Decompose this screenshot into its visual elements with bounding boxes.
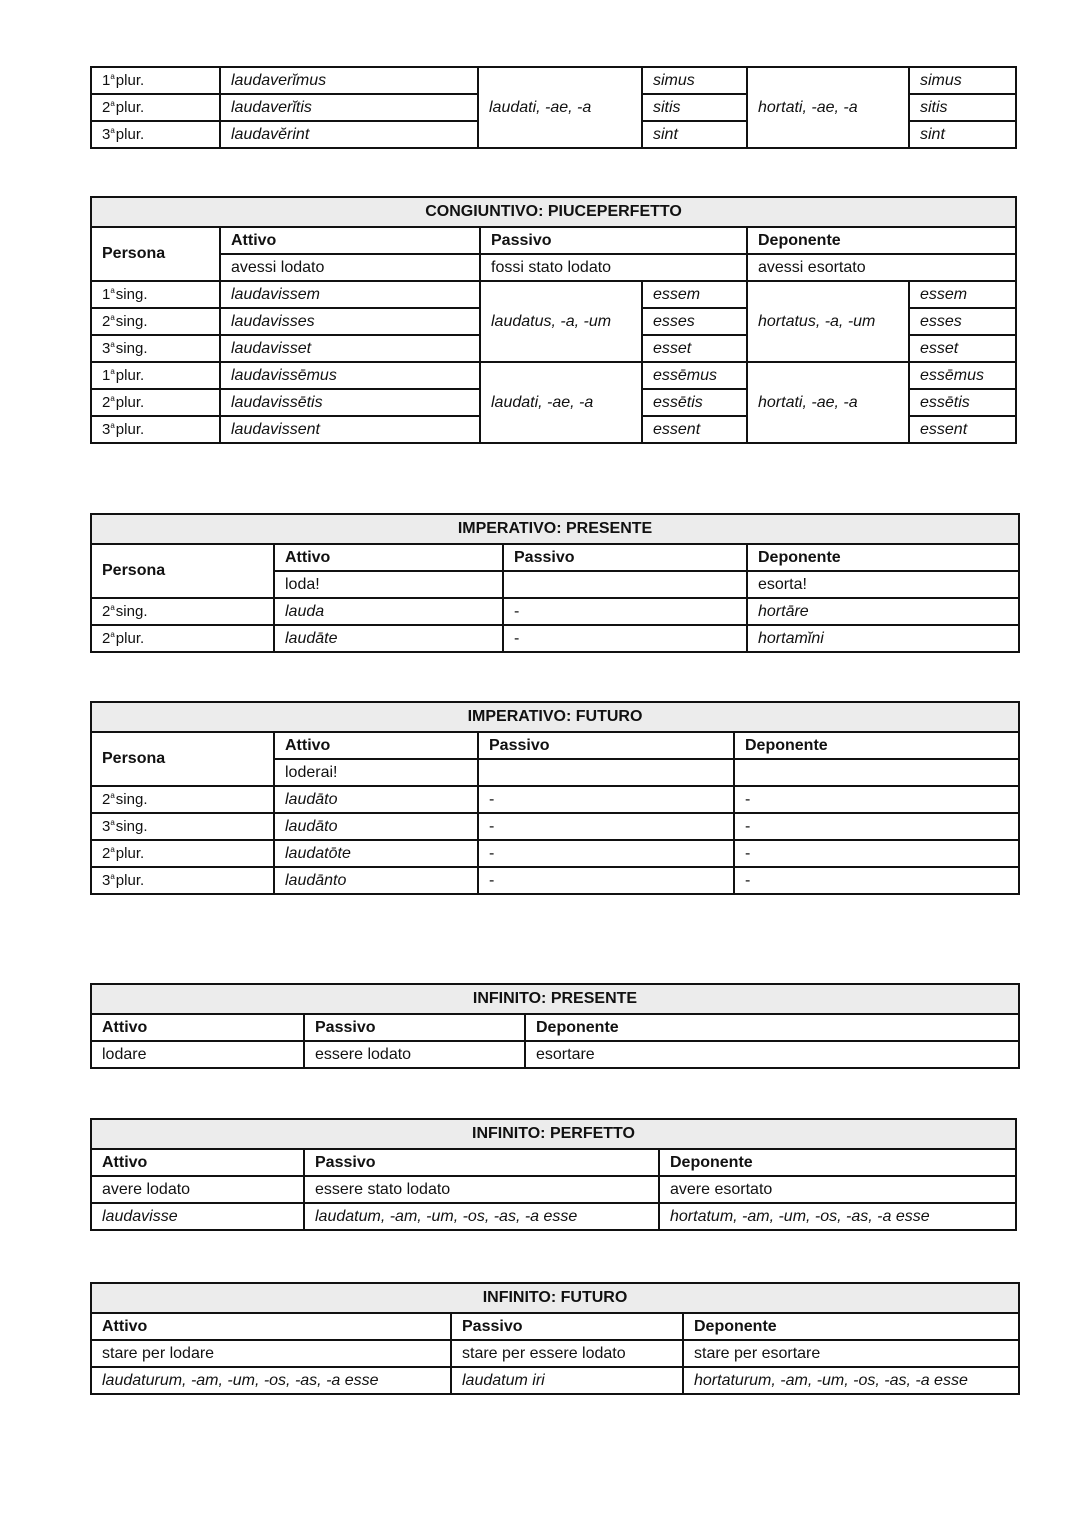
passivo-aux: simus: [642, 67, 747, 94]
attivo-form: laudavisses: [220, 308, 480, 335]
person-label: 3$^a$plur.: [91, 416, 220, 443]
deponente-translation: avessi esortato: [747, 254, 1016, 281]
passivo-form: -: [503, 598, 747, 625]
deponente-aux: esset: [909, 335, 1016, 362]
passivo-translation: fossi stato lodato: [480, 254, 747, 281]
imperativo-presente-table: [90, 513, 1020, 653]
deponente-translation: esorta!: [747, 571, 1019, 598]
persona-header: Persona: [91, 732, 274, 786]
attivo-form: laudānto: [274, 867, 478, 894]
imperativo-futuro-table: [90, 701, 1020, 895]
deponente-header: Deponente: [747, 227, 1016, 254]
passivo-form: -: [503, 625, 747, 652]
passivo-aux: essētis: [642, 389, 747, 416]
passivo-form: laudatum iri: [451, 1367, 683, 1394]
attivo-form: lodare: [91, 1041, 304, 1068]
deponente-header: Deponente: [525, 1014, 1019, 1041]
infinito-presente-table: [90, 983, 1020, 1069]
passivo-aux: essem: [642, 281, 747, 308]
infinito-perfetto-table: [90, 1118, 1017, 1231]
person-label: 1$^a$plur.: [91, 362, 220, 389]
deponente-aux: essētis: [909, 389, 1016, 416]
passivo-participle: laudati, -ae, -a: [480, 362, 642, 443]
deponente-form: hortāre: [747, 598, 1019, 625]
congiuntivo-piuccheperfetto-table: [90, 196, 1017, 444]
header-row: [91, 1313, 1019, 1340]
table-title: INFINITO: FUTURO: [91, 1283, 1019, 1313]
passivo-form: -: [478, 840, 734, 867]
person-label: 1$^a$plur.: [91, 67, 220, 94]
attivo-header: Attivo: [91, 1313, 451, 1340]
passivo-translation: essere stato lodato: [304, 1176, 659, 1203]
attivo-translation: loderai!: [274, 759, 478, 786]
passivo-aux: esset: [642, 335, 747, 362]
attivo-translation: avessi lodato: [220, 254, 480, 281]
persona-header: Persona: [91, 544, 274, 598]
person-label: 2$^a$sing.: [91, 308, 220, 335]
passivo-header: Passivo: [480, 227, 747, 254]
attivo-header: Attivo: [91, 1014, 304, 1041]
deponente-form: hortaturum, -am, -um, -os, -as, -a esse: [683, 1367, 1019, 1394]
table-row: [91, 1203, 1016, 1230]
deponente-participle: hortati, -ae, -a: [747, 362, 909, 443]
deponente-form: esortare: [525, 1041, 1019, 1068]
attivo-form: laudatōte: [274, 840, 478, 867]
deponente-translation: avere esortato: [659, 1176, 1016, 1203]
table-row: [91, 1041, 1019, 1068]
table-row: [91, 281, 1016, 308]
table-title: CONGIUNTIVO: PIUCEPERFETTO: [91, 197, 1016, 227]
deponente-header: Deponente: [683, 1313, 1019, 1340]
table-row: [91, 598, 1019, 625]
person-label: 3$^a$sing.: [91, 813, 274, 840]
person-label: 2$^a$sing.: [91, 786, 274, 813]
deponente-form: -: [734, 867, 1019, 894]
table-title: INFINITO: PRESENTE: [91, 984, 1019, 1014]
header-row: [91, 227, 1016, 254]
deponente-aux: essent: [909, 416, 1016, 443]
passivo-form: -: [478, 813, 734, 840]
passivo-aux: essēmus: [642, 362, 747, 389]
deponente-translation: [734, 759, 1019, 786]
attivo-form: laudavissem: [220, 281, 480, 308]
table-row: [91, 625, 1019, 652]
deponente-header: Deponente: [734, 732, 1019, 759]
attivo-form: laudavissēmus: [220, 362, 480, 389]
passivo-form: -: [478, 867, 734, 894]
person-label: 1$^a$sing.: [91, 281, 220, 308]
attivo-form: laudavissētis: [220, 389, 480, 416]
person-label: 2$^a$sing.: [91, 598, 274, 625]
person-label: 2$^a$plur.: [91, 94, 220, 121]
deponente-form: -: [734, 813, 1019, 840]
table-row: [91, 867, 1019, 894]
attivo-form: laudavissent: [220, 416, 480, 443]
deponente-form: -: [734, 786, 1019, 813]
deponente-translation: stare per esortare: [683, 1340, 1019, 1367]
passivo-aux: sitis: [642, 94, 747, 121]
deponente-form: hortamĭni: [747, 625, 1019, 652]
passivo-form: -: [478, 786, 734, 813]
header-row: [91, 732, 1019, 759]
passivo-participle: laudati, -ae, -a: [478, 67, 642, 148]
translation-row: [91, 254, 1016, 281]
attivo-header: Attivo: [274, 732, 478, 759]
table-title: IMPERATIVO: PRESENTE: [91, 514, 1019, 544]
attivo-header: Attivo: [274, 544, 503, 571]
attivo-form: laudāto: [274, 813, 478, 840]
passivo-header: Passivo: [451, 1313, 683, 1340]
congiuntivo-perfetto-tail-table: [90, 66, 1017, 149]
table-row: [91, 1367, 1019, 1394]
person-label: 2$^a$plur.: [91, 840, 274, 867]
table-row: [91, 362, 1016, 389]
passivo-aux: essent: [642, 416, 747, 443]
passivo-header: Passivo: [478, 732, 734, 759]
attivo-form: laudāto: [274, 786, 478, 813]
table-row: [91, 67, 1016, 94]
deponente-aux: essēmus: [909, 362, 1016, 389]
passivo-form: essere lodato: [304, 1041, 525, 1068]
attivo-form: laudaturum, -am, -um, -os, -as, -a esse: [91, 1367, 451, 1394]
deponente-header: Deponente: [659, 1149, 1016, 1176]
person-label: 2$^a$plur.: [91, 625, 274, 652]
table-title: INFINITO: PERFETTO: [91, 1119, 1016, 1149]
infinito-futuro-table: [90, 1282, 1020, 1395]
attivo-header: Attivo: [220, 227, 480, 254]
person-label: 2$^a$plur.: [91, 389, 220, 416]
translation-row: [91, 1176, 1016, 1203]
deponente-aux: sitis: [909, 94, 1016, 121]
header-row: [91, 1149, 1016, 1176]
table-title: IMPERATIVO: FUTURO: [91, 702, 1019, 732]
persona-header: Persona: [91, 227, 220, 281]
passivo-form: laudatum, -am, -um, -os, -as, -a esse: [304, 1203, 659, 1230]
attivo-translation: loda!: [274, 571, 503, 598]
table-row: [91, 786, 1019, 813]
deponente-aux: simus: [909, 67, 1016, 94]
passivo-header: Passivo: [304, 1014, 525, 1041]
header-row: [91, 1014, 1019, 1041]
passivo-aux: esses: [642, 308, 747, 335]
deponente-aux: sint: [909, 121, 1016, 148]
passivo-header: Passivo: [503, 544, 747, 571]
attivo-form: laudavĕrint: [220, 121, 478, 148]
attivo-translation: avere lodato: [91, 1176, 304, 1203]
passivo-translation: [478, 759, 734, 786]
deponente-aux: esses: [909, 308, 1016, 335]
attivo-translation: stare per lodare: [91, 1340, 451, 1367]
deponente-participle: hortatus, -a, -um: [747, 281, 909, 362]
person-label: 3$^a$plur.: [91, 867, 274, 894]
deponente-form: -: [734, 840, 1019, 867]
passivo-header: Passivo: [304, 1149, 659, 1176]
attivo-form: laudāte: [274, 625, 503, 652]
translation-row: [91, 1340, 1019, 1367]
attivo-header: Attivo: [91, 1149, 304, 1176]
deponente-aux: essem: [909, 281, 1016, 308]
attivo-form: laudaverĭtis: [220, 94, 478, 121]
table-row: [91, 840, 1019, 867]
deponente-participle: hortati, -ae, -a: [747, 67, 909, 148]
passivo-aux: sint: [642, 121, 747, 148]
person-label: 3$^a$plur.: [91, 121, 220, 148]
deponente-form: hortatum, -am, -um, -os, -as, -a esse: [659, 1203, 1016, 1230]
table-row: [91, 813, 1019, 840]
attivo-form: laudavisse: [91, 1203, 304, 1230]
passivo-translation: [503, 571, 747, 598]
passivo-participle: laudatus, -a, -um: [480, 281, 642, 362]
deponente-header: Deponente: [747, 544, 1019, 571]
attivo-form: laudavisset: [220, 335, 480, 362]
header-row: [91, 544, 1019, 571]
attivo-form: laudaverĭmus: [220, 67, 478, 94]
attivo-form: lauda: [274, 598, 503, 625]
passivo-translation: stare per essere lodato: [451, 1340, 683, 1367]
person-label: 3$^a$sing.: [91, 335, 220, 362]
